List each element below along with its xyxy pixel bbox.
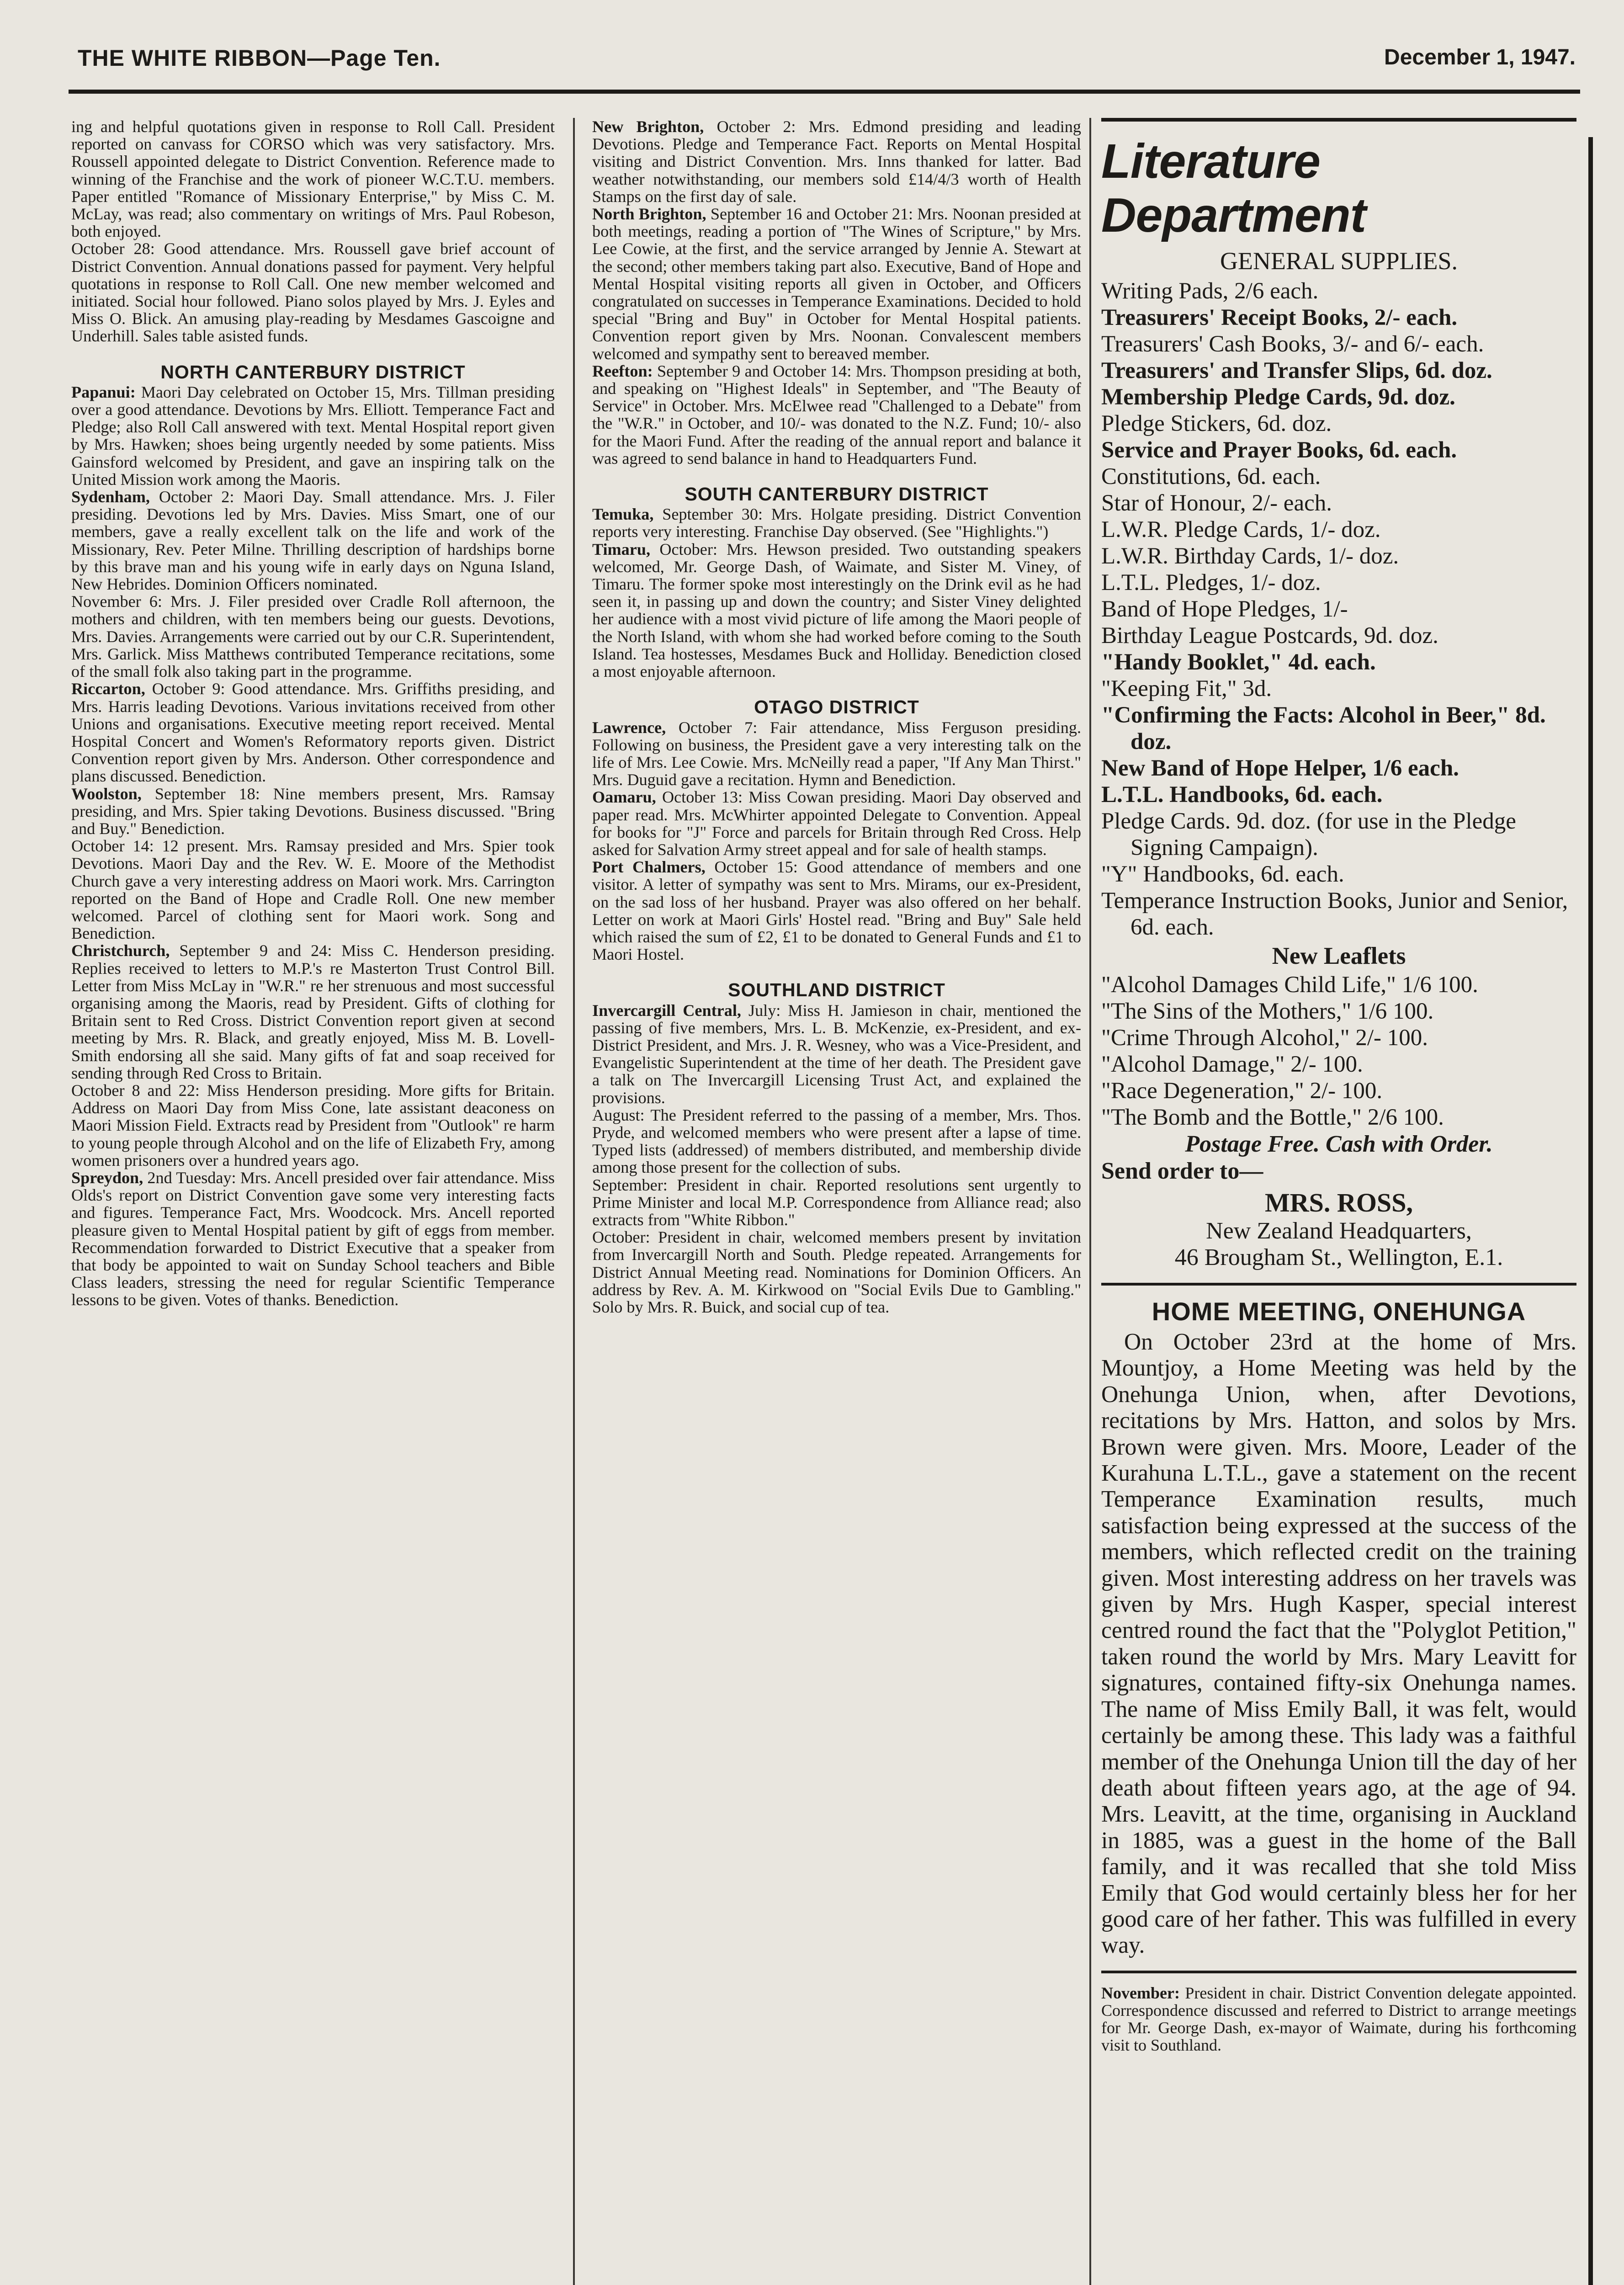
union-name: Papanui: [71, 383, 136, 401]
otago-report [592, 788, 1081, 858]
section-title-north-canterbury: NORTH CANTERBURY DISTRICT [160, 361, 466, 383]
literature-top-rule [1101, 118, 1576, 122]
report-text: October 2: Maori Day. Small attendance. Mrs. J. Filer presiding. Devotions led by Mrs. Davies. Miss Smart, one of our members, gave a really excellent talk on the life and work of the Missionary, Rev. Peter Milne. Thrilling description of hardships borne by this brave man and his young wife in early days on Nguna Island, New Hebrides. Dominion Officers nominated. [71, 488, 555, 594]
union-name: Riccarton, [71, 680, 145, 698]
south-canterbury-report [592, 505, 1081, 540]
literature-title: Literature Department [1101, 134, 1366, 242]
home-meeting-body: On October 23rd at the home of Mrs. Mountjoy, a Home Meeting was held by the Onehunga Union, when, after Devotions, recitations by Mrs. Hatton, and solos by Mrs. Brown were given. Mrs. Moore, Leader of the Kurahuna L.T.L., gave a statement on the recent Temperance Examination results, much satisfaction being expressed at the success of the members, which reflected credit on the training given. Most interesting address on her travels was given by Mrs. Hugh Kasper, special interest centred round the fact that the "Polyglot Petition," taken round the world by Mrs. Mary Leavitt for signatures, contained fifty-six Onehunga names. The name of Miss Emily Ball, it was felt, would certainly be among these. This lady was a faithful member of the Onehunga Union till the day of her death about fifteen years ago, at the age of 94. Mrs. Leavitt, at the time, organising in Auckland in 1885, was a guest in the home of the Ball family, and it was recalled that she told Miss Emily that God would certainly bless her for her good care of her father. This was fulfilled in every way. [1101, 1329, 1576, 1959]
report-text: October 7: Fair attendance, Miss Ferguson presiding. Following on business, the President gave a very interesting talk on the life of Mrs. Lee Cowie. Mrs. McNeilly read a paper, "If Any Man Thirst." Mrs. Duguid gave a recitation. Hymn and Benediction. [592, 718, 1081, 789]
supply-item: Pledge Cards. 9d. doz. (for use in the Pledge Signing Campaign). [1101, 808, 1516, 861]
report-text: Maori Day celebrated on October 15, Mrs. Tillman presiding over a good attendance. Devotions by Mrs. Elliott. Temperance Fact and Pledge; also Roll Call answered with text. Mental Hospital report given by Mrs. Hawken; shoes being urgently needed by some patients. Miss Gainsford welcomed by President, and gave an inspiring talk on the United Mission work among the Maoris. [71, 383, 555, 489]
north-canterbury-report [71, 488, 555, 593]
report-text: October: Mrs. Hewson presided. Two outstanding speakers welcomed, Mr. George Dash, of Waimate, and Sister M. Viney, of Timaru. The former spoke most interestingly on the Drink evil as he had seen it, in passing up and down the country; and Sister Viney delighted her audience with a most vivid picture of life among the Maori people of the North Island, with whom she had worked before coming to the South Island. Tea hostesses, Mesdames Buck and Holliday. Benediction closed a most enjoyable afternoon. [592, 540, 1081, 681]
intro-paragraph: ing and helpful quotations given in response to Roll Call. President reported on canvass for CORSO which was very satisfactory. Mrs. Roussell appointed delegate to District Convention. Reference made to winning of the Franchise and the work of pioneer W.C.T.U. members. Paper entitled "Romance of Missionary Enterprise," by Miss C. M. McLay, was read; also commentary on writings of Mrs. Paul Robeson, both enjoyed. [71, 117, 555, 241]
leaflets-heading: New Leaflets [1272, 943, 1406, 969]
union-name: Woolston, [71, 784, 142, 803]
leaflet-item: "The Bomb and the Bottle," 2/6 100. [1101, 1105, 1444, 1130]
north-canterbury-report [71, 942, 555, 1082]
supply-item: Treasurers' Cash Books, 3/- and 6/- each. [1101, 331, 1484, 357]
report-text: September 16 and October 21: Mrs. Noonan presided at both meetings, reading a portion of "The Wines of Scripture," by Mrs. Lee Cowie, at the first, and the service arranged by Jennie A. Stewart at the second; other members taking part also. Executive, Band of Hope and Mental Hospital visiting reports all given in October, and Officers congratulated on successes in Temperance Examinations. Decided to hold special "Bring and Buy" in October for Mental Hospital patients. Convention report given by Mrs. Noonan. Convalescent members welcomed and sympathy sent to bereaved member. [592, 205, 1081, 363]
issue-date: December 1, 1947. [1384, 45, 1576, 69]
north-canterbury-report [592, 362, 1081, 467]
november-lead: November: [1101, 1983, 1180, 2002]
union-name: Oamaru, [592, 788, 656, 807]
supply-item: Membership Pledge Cards, 9d. doz. [1101, 384, 1455, 410]
column-2 [592, 118, 1081, 1316]
supply-item: Treasurers' and Transfer Slips, 6d. doz. [1101, 358, 1492, 383]
column-rule-1 [573, 118, 575, 2285]
report-text: September: President in chair. Reported resolutions sent urgently to Prime Minister and local M.P. Correspondence from Alliance read; also extracts from "White Ribbon." [592, 1175, 1081, 1229]
supply-item: "Keeping Fit," 3d. [1101, 676, 1272, 701]
union-name: Port Chalmers, [592, 858, 706, 877]
header-rule [69, 90, 1580, 94]
supply-item: "Confirming the Facts: Alcohol in Beer," 8d. doz. [1101, 702, 1546, 755]
intro-paragraph-2: October 28: Good attendance. Mrs. Roussell gave brief account of District Convention. Annual donations passed for payment. Very helpful quotations in response to Roll Call. One new member welcomed and initiated. Social hour followed. Piano solos played by Mrs. J. Eyles and Miss O. Blick. An amusing play-reading by Mesdames Gascoigne and Underhill. Sales table asisted funds. [71, 239, 555, 345]
supplies-list [1101, 278, 1576, 941]
november-text: President in chair. District Convention delegate appointed. Correspondence discussed and referred to District to arrange meetings for Mr. George Dash, ex-mayor of Waimate, during his forthcoming visit to Southland. [1101, 1983, 1576, 2054]
november-rule [1101, 1971, 1576, 1973]
supply-item: Pledge Stickers, 6d. doz. [1101, 411, 1332, 436]
report-text: October 9: Good attendance. Mrs. Griffiths presiding, and Mrs. Harris leading Devotions. Various invitations received from other Unions and organisations. Executive meeting report received. Mental Hospital Concert and Women's Reformatory reports given. District Convention report given by Mrs. Anderson. Other correspondence and plans discussed. Benediction. [71, 680, 555, 786]
section-title-south-canterbury: SOUTH CANTERBURY DISTRICT [685, 484, 989, 505]
leaflet-item: "Crime Through Alcohol," 2/- 100. [1101, 1025, 1428, 1051]
postage-note: Postage Free. Cash with Order. [1185, 1131, 1493, 1157]
supply-item: L.T.L. Handbooks, 6d. each. [1101, 782, 1383, 808]
otago-report [592, 858, 1081, 963]
south-canterbury-reports [592, 505, 1081, 680]
section-title-southland: SOUTHLAND DISTRICT [728, 979, 945, 1001]
north-canterbury-reports [71, 383, 555, 1309]
southland-report [592, 1002, 1081, 1106]
home-meeting-title: HOME MEETING, ONEHUNGA [1152, 1297, 1526, 1326]
leaflet-item: "Alcohol Damages Child Life," 1/6 100. [1101, 972, 1478, 998]
north-canterbury-report [592, 205, 1081, 362]
north-canterbury-report [71, 1082, 555, 1169]
page-edge-rule [1588, 137, 1593, 2285]
address-line-1: New Zealand Headquarters, [1206, 1218, 1472, 1244]
report-text: October 15: Good attendance of members and one visitor. A letter of sympathy was sent to Mrs. Mirams, our ex-President, on the sad loss of her husband. Prayer was also offered on her behalf. Letter on work at Maori Girls' Hostel read. "Bring and Buy" Sale held which raised the sum of £2, £1 to be donated to General Funds and £1 to Maori Hostel. [592, 858, 1081, 964]
report-text: October 14: 12 present. Mrs. Ramsay presided and Mrs. Spier took Devotions. Maori Day and the Rev. W. E. Moore of the Methodist Church gave a very interesting address on Maori work. Mrs. Carrington reported on the Band of Hope and Cradle Roll. One new member welcomed. Parcel of clothing sent for Maori work. Song and Benediction. [71, 837, 555, 943]
north-canterbury-report [71, 785, 555, 838]
report-text: July: Miss H. Jamieson in chair, mentioned the passing of five members, Mrs. L. B. McKenzie, ex-President, and ex-District President, and Mrs. J. R. Wesney, who was a Vice-President, and Evangelistic Superintendent at the time of her death. The President gave a talk on The Invercargill Licensing Trust Act, and explained the provisions. [592, 1001, 1082, 1107]
union-name: Spreydon, [71, 1168, 143, 1187]
report-text: September 9 and 24: Miss C. Henderson presiding. Replies received to letters to M.P.'s re Masterton Trust Control Bill. Letter from Miss McLay in "W.R." re her strenuous and most successful organising among the Maoris, read by President. Gifts of clothing for Britain sent to Red Cross. District Convention report given at second meeting by Mrs. R. Black, and greatly enjoyed, Miss M. B. Lovell-Smith endorsing all she said. Many gifts of fat and soap received for sending through Red Cross to Britain. [71, 941, 555, 1082]
southland-reports [592, 1002, 1081, 1316]
supply-item: Treasurers' Receipt Books, 2/- each. [1101, 305, 1458, 330]
supply-item: New Band of Hope Helper, 1/6 each. [1101, 755, 1459, 781]
supply-item: L.W.R. Pledge Cards, 1/- doz. [1101, 517, 1381, 542]
supply-item: "Handy Booklet," 4d. each. [1101, 649, 1376, 675]
report-text: October 8 and 22: Miss Henderson presiding. More gifts for Britain. Address on Maori Day from Miss Cone, late assistant deaconess on Maori Mission Field. Extracts read by President from "Outlook" re harm to young people through Alcohol and on the life of Elizabeth Fry, among women prisoners over a hundred years ago. [71, 1081, 555, 1169]
send-order: Send order to— [1101, 1158, 1263, 1184]
supply-item: "Y" Handbooks, 6d. each. [1101, 861, 1344, 887]
supply-item: Temperance Instruction Books, Junior and Senior, 6d. each. [1101, 888, 1568, 940]
page-header [69, 27, 1580, 82]
supply-item: L.T.L. Pledges, 1/- doz. [1101, 570, 1321, 595]
report-text: September 18: Nine members present, Mrs. Ramsay presiding, and Mrs. Spier taking Devotions. Business discussed. "Bring and Buy." Benediction. [71, 784, 555, 838]
report-text: 2nd Tuesday: Mrs. Ancell presided over fair attendance. Miss Olds's report on District Convention gave some very interesting facts and figures. Temperance Fact, Mrs. Woodcock. Mrs. Ancell reported pleasure given to Mental Hospital patient by gift of eggs from member. Recommendation forwarded to District Executive that a speaker from that body be appointed to wait on Sunday School teachers and Bible Class leaders, stressing the need for regular Scientific Temperance lessons to be given. Votes of thanks. Benediction. [71, 1168, 555, 1309]
report-text: October: President in chair, welcomed members present by invitation from Invercargill North and South. Pledge repeated. Arrangements for District Annual Meeting read. Nominations for Dominion Officers. An address by Rev. A. M. Kirkwood on "Social Evils Due to Gambling." Solo by Mrs. R. Buick, and social cup of tea. [592, 1228, 1081, 1316]
supply-item: Band of Hope Pledges, 1/- [1101, 596, 1348, 622]
supply-item: Constitutions, 6d. each. [1101, 464, 1321, 489]
north-canterbury-report [71, 1169, 555, 1309]
report-text: October 13: Miss Cowan presiding. Maori Day observed and paper read. Mrs. McWhirter appointed Delegate to Convention. Appeal for books for "J" Force and parcels for Britain through Red Cross. Help asked for Salvation Army street appeal and for sale of health stamps. [592, 788, 1081, 859]
report-text: August: The President referred to the passing of a member, Mrs. Thos. Pryde, and welcomed members who were present after a lapse of time. Typed lists (addressed) of members distributed, and membership divide among those present for the collection of subs. [592, 1105, 1081, 1177]
union-name: Sydenham, [71, 488, 150, 506]
supply-item: Birthday League Postcards, 9d. doz. [1101, 623, 1438, 648]
north-canterbury-report [592, 118, 1081, 205]
union-name: Christchurch, [71, 941, 170, 960]
leaflet-item: "The Sins of the Mothers," 1/6 100. [1101, 999, 1434, 1024]
column-1 [71, 118, 555, 1309]
north-canterbury-report [71, 383, 555, 488]
address-line-2: 46 Brougham St., Wellington, E.1. [1174, 1244, 1503, 1270]
south-canterbury-report [592, 541, 1081, 680]
home-meeting-rule [1101, 1283, 1576, 1286]
report-text: September 9 and October 14: Mrs. Thompson presiding at both, and speaking on "Highest Ideals" in September, and "The Beauty of Service" in October. Mrs. McElwee read "Challenged to a Debate" from the "W.R." in October, and 10/- was donated to the N.Z. Fund; 10/- also for the Maori Fund. After the reading of the annual report and balance it was agreed to send balance in hand to Headquarters Fund. [592, 361, 1081, 468]
otago-report [592, 719, 1081, 789]
southland-report [592, 1228, 1081, 1316]
supply-item: Writing Pads, 2/6 each. [1101, 278, 1319, 304]
supply-item: L.W.R. Birthday Cards, 1/- doz. [1101, 543, 1399, 569]
southland-report [592, 1106, 1081, 1176]
union-name: Reefton: [592, 361, 653, 380]
supply-item: Star of Honour, 2/- each. [1101, 490, 1332, 516]
leaflets-list [1101, 972, 1576, 1131]
union-name: Lawrence, [592, 718, 666, 737]
section-title-otago: OTAGO DISTRICT [754, 696, 919, 718]
north-canterbury-report [71, 593, 555, 680]
report-text: October 2: Mrs. Edmond presiding and leading Devotions. Pledge and Temperance Fact. Reports on Mental Hospital visiting and District Convention. Mrs. Inns thanked for latter. Bad weather notwithstanding, our members sold £14/4/3 worth of Health Stamps on the first day of sale. [592, 117, 1081, 206]
leaflet-item: "Alcohol Damage," 2/- 100. [1101, 1052, 1363, 1077]
supply-item: Service and Prayer Books, 6d. each. [1101, 437, 1457, 463]
literature-subtitle: GENERAL SUPPLIES. [1220, 247, 1458, 275]
north-canterbury-reports-continued [592, 118, 1081, 467]
north-canterbury-report [71, 837, 555, 942]
running-title: THE WHITE RIBBON—Page Ten. [78, 45, 441, 71]
leaflet-item: "Race Degeneration," 2/- 100. [1101, 1078, 1383, 1104]
column-3 [1101, 118, 1576, 2070]
report-text: November 6: Mrs. J. Filer presided over Cradle Roll afternoon, the mothers and children, with ten members being our guests. Devotions, Mrs. Davies. Arrangements were carried out by our C.R. Superintendent, Mrs. Garlick. Miss Matthews contributed Temperance recitations, some of the small folk also taking part in the programme. [71, 592, 555, 681]
union-name: Temuka, [592, 505, 654, 524]
southland-report [592, 1176, 1081, 1229]
column-rule-2 [1089, 118, 1091, 2285]
union-name: Invercargill Central, [592, 1001, 741, 1020]
report-text: September 30: Mrs. Holgate presiding. District Convention reports very interesting. Franchise Day observed. (See "Highlights.") [592, 505, 1081, 541]
north-canterbury-report [71, 680, 555, 785]
union-name: Timaru, [592, 540, 651, 558]
union-name: North Brighton, [592, 205, 706, 223]
november-report [1101, 1984, 1576, 2054]
union-name: New Brighton, [592, 117, 704, 136]
otago-reports [592, 719, 1081, 963]
contact-name: MRS. ROSS, [1265, 1188, 1413, 1217]
